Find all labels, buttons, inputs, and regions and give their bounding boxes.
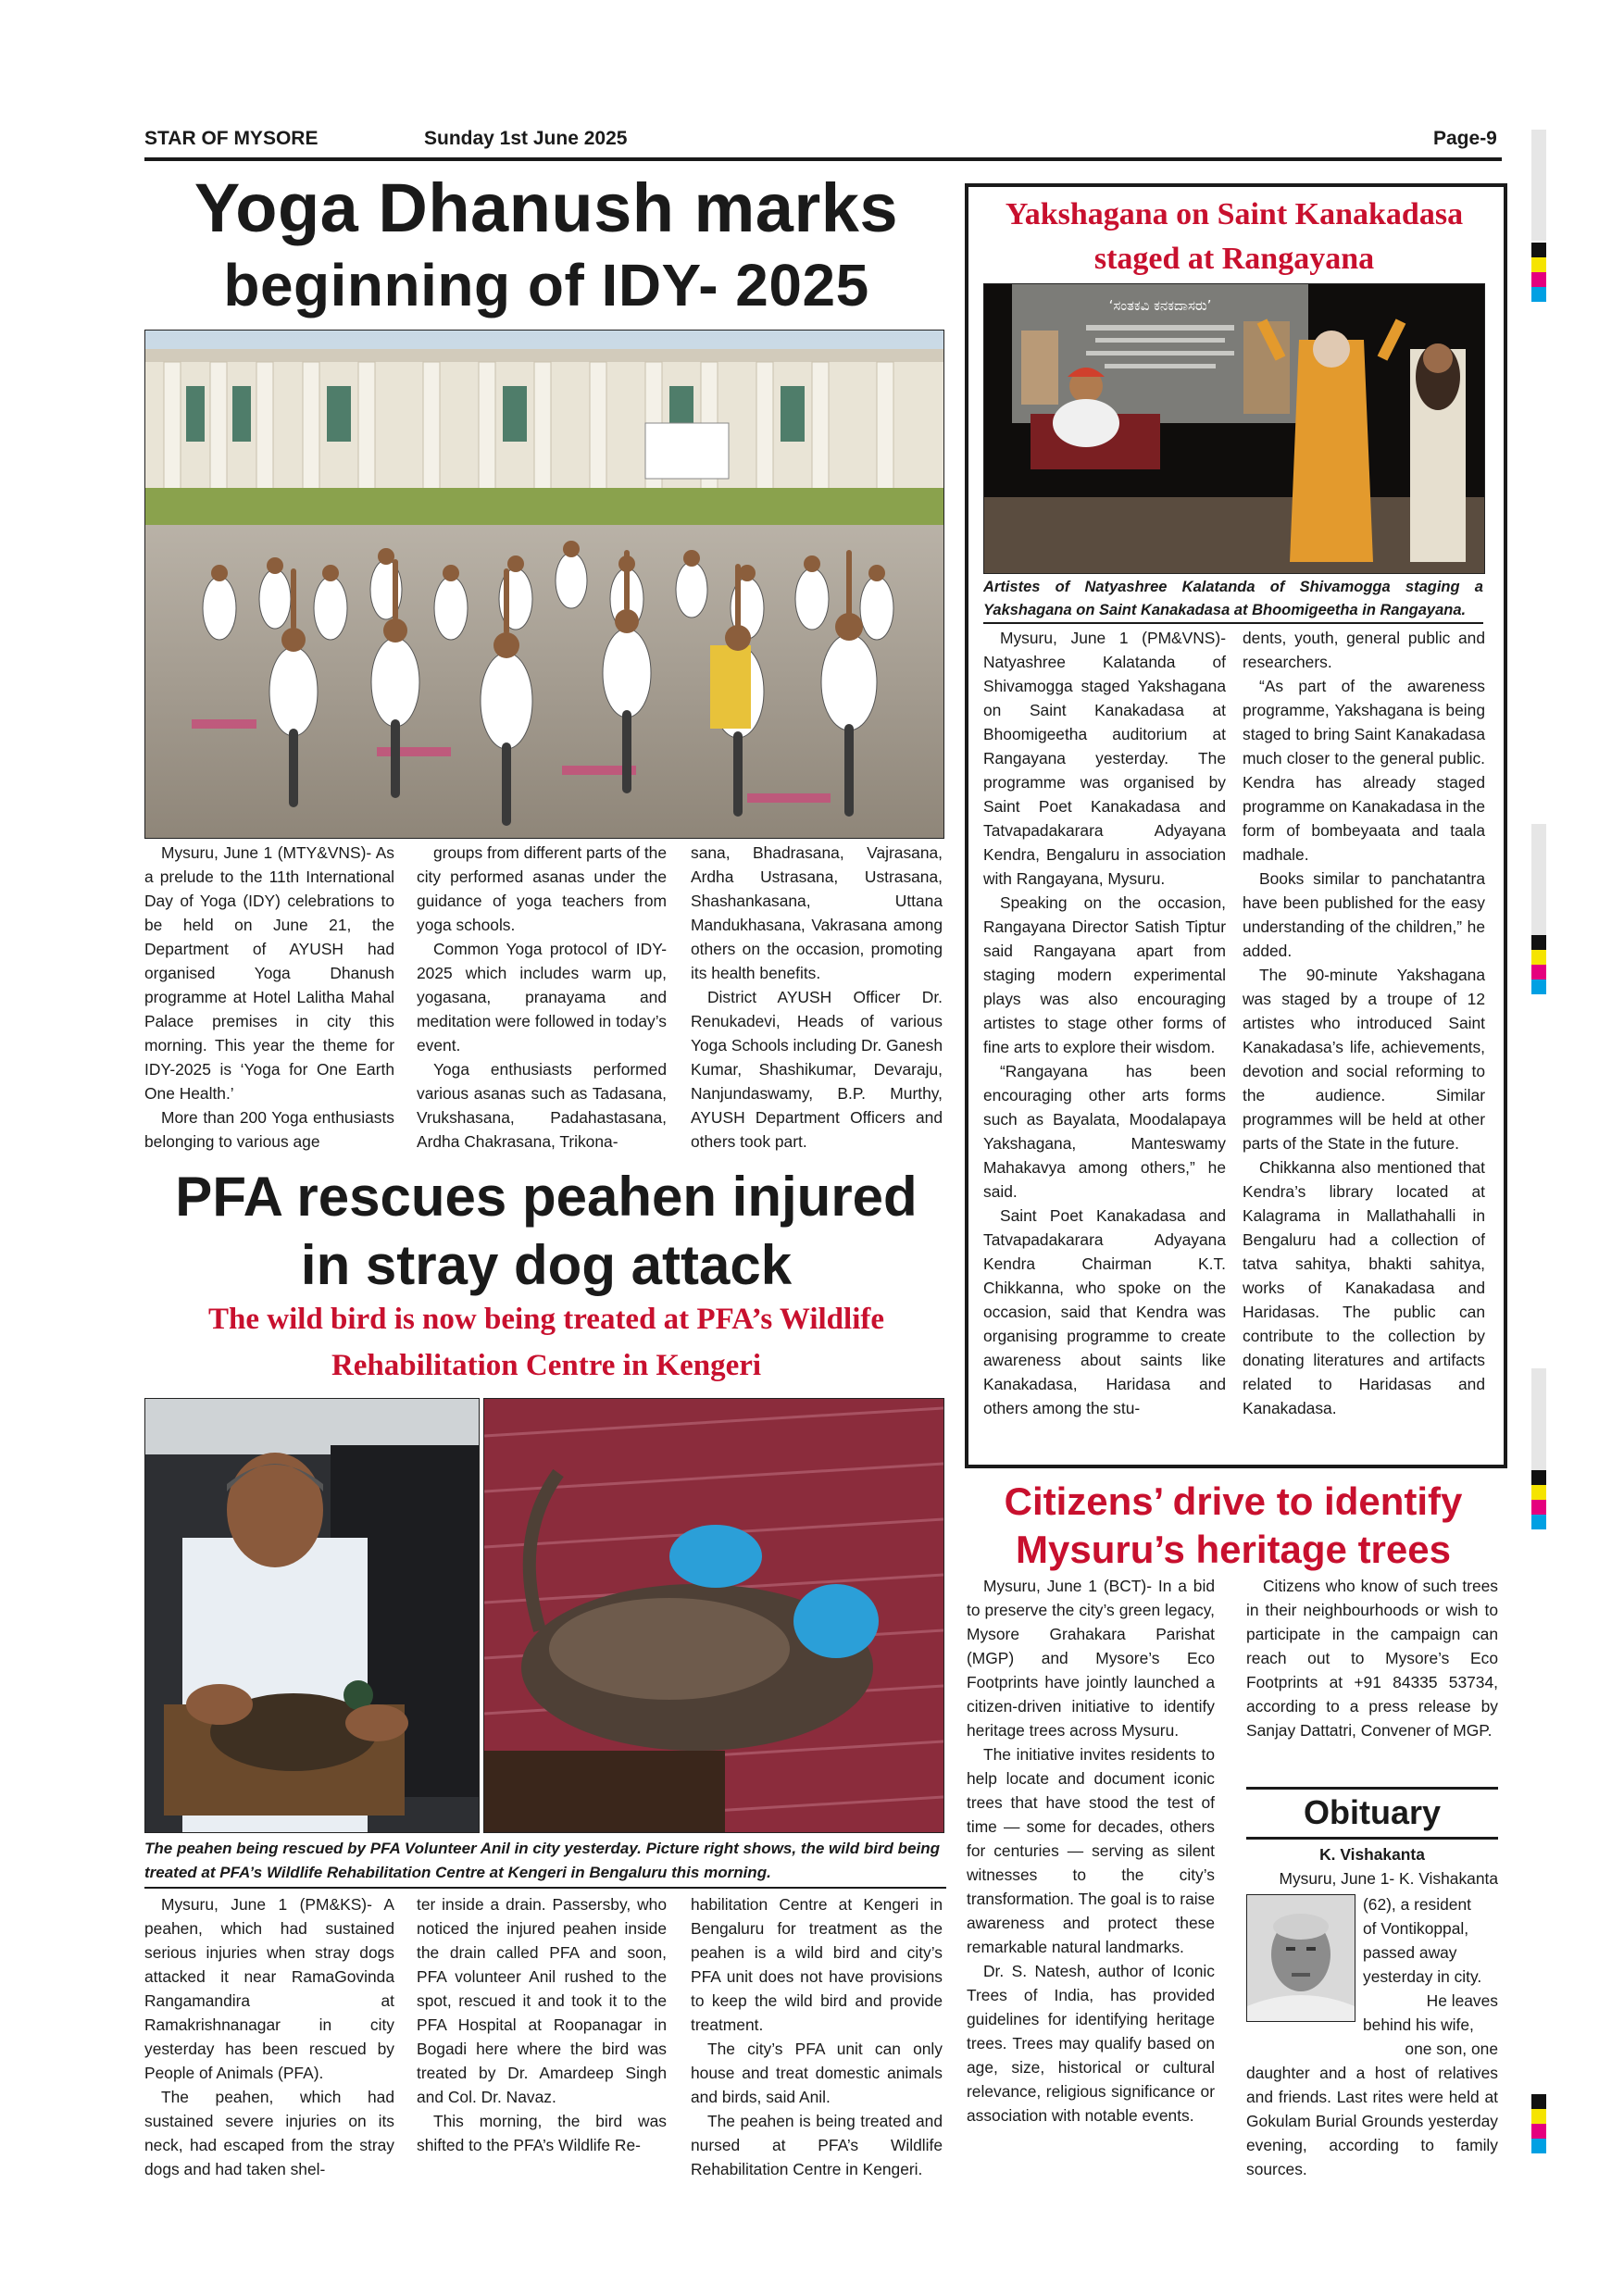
obituary-portrait: [1246, 1894, 1355, 2022]
color-registration-mark: [1531, 2094, 1546, 2168]
paragraph: ter inside a drain. Passersby, who noticed the injured peahen inside the drain called PFA and soon, PFA volunteer Anil rushed to the spot, rescued it and took it to the PFA Hospital at Roopanagar in Bogadi here where the bird was treated by Dr. Amardeep Singh and Col. Dr. Navaz.: [417, 1895, 667, 2106]
yakshagana-photo: [983, 283, 1485, 574]
paragraph: Speaking on the occasion, Rangayana Director Satish Tiptur said Rangayana apart from staging modern experimental plays was also encouraging artistes to stage other forms of fine arts to explore their wisdom.: [983, 893, 1226, 1056]
yakshagana-headline-line1: Yakshagana on Saint Kanakadasa: [1005, 197, 1464, 231]
paragraph: Common Yoga protocol of IDY-2025 which includes warm up, yogasana, pranayama and meditation were followed in today’s event.: [417, 940, 667, 1054]
paragraph: Mysuru, June 1 (PM&KS)- A peahen, which had sustained serious injuries when stray dogs attacked it near RamaGovinda Rangamandira at Ramakrishnanagar in city yesterday has been rescued by People of Animals (PFA).: [144, 1895, 394, 2082]
yakshagana-headline-line2: staged at Rangayana: [1093, 242, 1375, 276]
color-registration-mark: [1531, 935, 1546, 1009]
paragraph: The peahen is being treated and nursed at PFA’s Wildlife Rehabilitation Centre in Kengeri.: [691, 2112, 943, 2178]
margin-bar: [1531, 1368, 1546, 1470]
masthead: STAR OF MYSORE: [144, 128, 319, 149]
pfa-treatment-photo: [483, 1398, 944, 1833]
citizens-headline-line1: Citizens’ drive to identify: [1004, 1479, 1463, 1523]
yakshagana-body-column-2: [1243, 626, 1485, 1420]
yoga-body-column-1: [144, 841, 394, 1154]
color-registration-mark: [1531, 243, 1546, 317]
text-line: of Vontikoppal,: [1363, 1919, 1469, 1938]
obituary-body: [1246, 2061, 1498, 2181]
obituary-name: K. Vishakanta: [1319, 1845, 1425, 1864]
color-registration-mark: [1531, 1470, 1546, 1544]
yoga-body-column-3: [691, 841, 943, 1154]
text-line: He leaves: [1426, 1991, 1498, 2010]
paragraph: Mysuru, June 1 (MTY&VNS)- As a prelude to the 11th International Day of Yoga (IDY) celebrations to be held on June 21, the Department of AYUSH had organised Yoga Dhanush programme at Hotel Lalitha Mahal Palace premises in city this morning. This year the theme for IDY-2025 is ‘Yoga for One Earth One Health.’: [144, 843, 394, 1103]
paragraph: The 90-minute Yakshagana was staged by a troupe of 12 artistes who introduced Saint Kanakadasa’s life, achievements, devotion and social reforming to the audience. Similar programmes will be held at other parts of the State in the future.: [1243, 966, 1485, 1153]
citizens-headline: [963, 1478, 1504, 1574]
paragraph: Dr. S. Natesh, author of Iconic Trees of India, has provided guidelines for identifying heritage trees. Trees may qualify based on age, size, historical or cultural relevance, religious significance or association with notable events.: [967, 1962, 1215, 2125]
text-line: yesterday in city.: [1363, 1967, 1482, 1986]
paragraph: dents, youth, general public and researchers.: [1243, 629, 1485, 671]
yakshagana-headline: [968, 193, 1500, 281]
obituary-first-line: [1246, 1866, 1498, 1890]
paragraph: District AYUSH Officer Dr. Renukadevi, Heads of various Yoga Schools including Dr. Ganesh Kumar, Shashikumar, Devaraju, Nanjundaswamy, B.P. Murthy, AYUSH Department Officers and others took part.: [691, 988, 943, 1151]
paragraph: Mysuru, June 1 (PM&VNS)- Natyashree Kalatanda of Shivamogga staged Yakshagana on Saint Kanakadasa at Bhoomigeetha auditorium at Rangayana yesterday. The programme was organised by Saint Poet Kanakadasa and Tatvapadakarara Adyayana Kendra, Bengaluru in association with Rangayana, Mysuru.: [983, 629, 1226, 888]
pfa-body-column-2: [417, 1892, 667, 2157]
pfa-subheadline-line2: Rehabilitation Centre in Kengeri: [331, 1349, 762, 1382]
citizens-body-column-2: [1246, 1574, 1498, 1742]
text-line: passed away: [1363, 1943, 1457, 1962]
page-number: Page-9: [1433, 128, 1497, 149]
obituary-top-rule: [1246, 1787, 1498, 1790]
paragraph: The peahen, which had sustained severe injuries on its neck, had escaped from the stray dogs and had taken shel-: [144, 2088, 394, 2178]
yoga-headline: [139, 168, 954, 322]
yakshagana-body-column-1: [983, 626, 1226, 1420]
paragraph: sana, Bhadrasana, Vajrasana, Ardha Ustrasana, Ustrasana, Shashankasana, Uttana Mandukhasana, Vakrasana among others on the occasion, promoting its health benefits.: [691, 843, 943, 982]
yakshagana-photo-caption: Artistes of Natyashree Kalatanda of Shivamogga staging a Yakshagana on Saint Kanakadasa at Bhoomigeetha in Rangayana.: [983, 579, 1483, 618]
caption-rule: [144, 1887, 946, 1889]
paragraph: The city’s PFA unit can only house and treat domestic animals and birds, said Anil.: [691, 2040, 943, 2106]
paragraph: Mysuru, June 1- K. Vishakanta: [1279, 1869, 1498, 1888]
citizens-headline-line2: Mysuru’s heritage trees: [1016, 1528, 1451, 1571]
text-line: behind his wife,: [1363, 2015, 1474, 2034]
pfa-headline-line1: PFA rescues peahen injured: [175, 1166, 918, 1228]
text-line: (62), a resident: [1363, 1895, 1471, 1914]
text-line: one son, one: [1405, 2040, 1498, 2058]
caption-rule: [983, 622, 1483, 624]
paragraph: Yoga enthusiasts performed various asanas such as Tadasana, Vrukshasana, Padahastasana, Ardha Chakrasana, Trikona-: [417, 1060, 667, 1151]
paragraph: Chikkanna also mentioned that Kendra’s library located at Kalagrama in Mallathahalli in Bengaluru had a collection of tatva sahitya, bhakti sahitya, works of Kanakadasa and Haridasas. The public can contribute to the collection by donating literatures and artifacts related to Haridasas and Kanakadasa.: [1243, 1158, 1485, 1417]
obituary-bottom-rule: [1246, 1837, 1498, 1840]
paragraph: daughter and a host of relatives and friends. Last rites were held at Gokulam Burial Grounds yesterday evening, according to family sources.: [1246, 2064, 1498, 2178]
pfa-subheadline: [139, 1296, 954, 1389]
citizens-body-column-1: [967, 1574, 1215, 2128]
issue-date: Sunday 1st June 2025: [424, 128, 628, 149]
paragraph: groups from different parts of the city performed asanas under the guidance of yoga teachers from yoga schools.: [417, 843, 667, 934]
paragraph: habilitation Centre at Kengeri in Bengaluru for treatment as the peahen is a wild bird and city’s PFA unit does not have provisions to keep the wild bird and provide treatment.: [691, 1895, 943, 2034]
yoga-body-column-2: [417, 841, 667, 1154]
margin-bar: [1531, 130, 1546, 241]
yoga-headline-line2: beginning of IDY- 2025: [223, 252, 869, 318]
pfa-photo-caption: The peahen being rescued by PFA Volunteer Anil in city yesterday. Picture right shows, the wild bird being treated at PFA’s Wildlife Rehabilitation Centre at Kengeri in Bengaluru this morning.: [144, 1840, 940, 1881]
pfa-subheadline-line1: The wild bird is now being treated at PFA’s Wildlife: [207, 1303, 884, 1336]
paragraph: This morning, the bird was shifted to the PFA’s Wildlife Re-: [417, 2112, 667, 2154]
obituary-title: Obituary: [1303, 1793, 1442, 1831]
yoga-photo: [144, 330, 944, 839]
stage-banner-title: ‘ಸಂತಕವಿ ಕನಕದಾಸರು’: [1108, 297, 1212, 314]
header-rule: [144, 157, 1502, 161]
paragraph: Mysuru, June 1 (BCT)- In a bid to preserve the city’s green legacy, Mysore Grahakara Parishat (MGP) and Mysore’s Eco Footprints have jointly launched a citizen-driven initiative to identify heritage trees across Mysuru.: [967, 1577, 1215, 1740]
obituary-wrapped-lines: [1363, 1892, 1498, 2061]
paragraph: Saint Poet Kanakadasa and Tatvapadakarara Adyayana Kendra Chairman K.T. Chikkanna, who spoke on the occasion, said that Kendra was organising programme to create awareness about saints like Kanakadasa, Haridasa and others among the stu-: [983, 1206, 1226, 1417]
paragraph: Books similar to panchatantra have been published for the easy understanding of the children,” he added.: [1243, 869, 1485, 960]
pfa-body-column-1: [144, 1892, 394, 2181]
paragraph: More than 200 Yoga enthusiasts belonging to various age: [144, 1108, 394, 1151]
pfa-body-column-3: [691, 1892, 943, 2181]
margin-bar: [1531, 824, 1546, 935]
paragraph: The initiative invites residents to help locate and document iconic trees that have stood the test of time — some for decades, others for centuries — serving as silent witnesses to the city’s transformation. The goal is to raise awareness and protect these remarkable natural landmarks.: [967, 1745, 1215, 1956]
pfa-headline: [139, 1163, 954, 1300]
paragraph: “As part of the awareness programme, Yakshagana is being staged to bring Saint Kanakadasa much closer to the general public. Kendra has already staged programme on Kanakadasa in the form of bombeyaata and taala madhale.: [1243, 677, 1485, 864]
pfa-rescue-photo: [144, 1398, 480, 1833]
paragraph: Citizens who know of such trees in their neighbourhoods or wish to participate in the campaign can reach out to Mysore’s Eco Footprints at +91 84335 53734, according to a press release by Sanjay Dattatri, Convener of MGP.: [1246, 1577, 1498, 1740]
pfa-headline-line2: in stray dog attack: [300, 1234, 793, 1296]
paragraph: “Rangayana has been encouraging other arts forms such as Bayalata, Moodalapaya Yakshagana, Manteswamy Mahakavya among others,” he said.: [983, 1062, 1226, 1201]
yoga-headline-line1: Yoga Dhanush marks: [194, 169, 899, 246]
